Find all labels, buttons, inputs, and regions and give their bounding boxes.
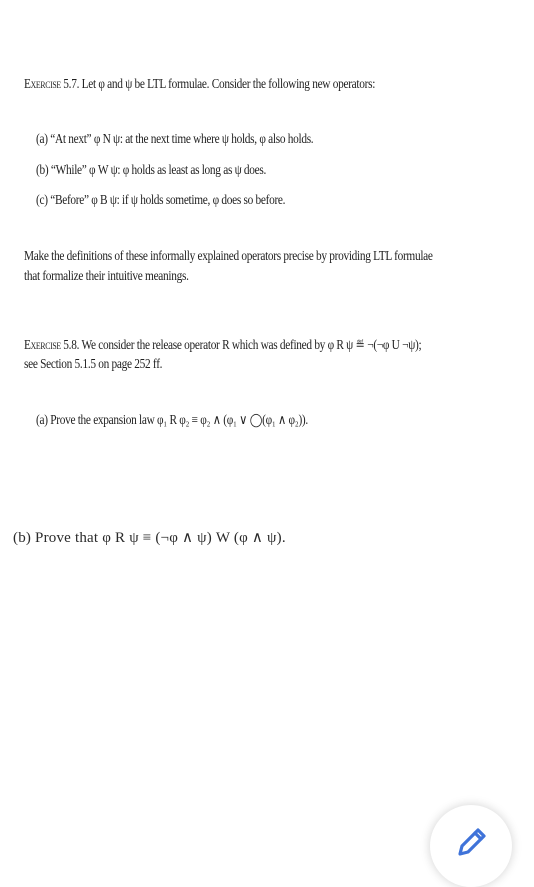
exercise-5-8-item-a: (a) Prove the expansion law φ₁ R φ₂ ≡ φ₂ ∧ (φ₁ ∨ ◯(φ₁ ∧ φ₂)).: [36, 412, 308, 427]
exercise-5-7-intro-line: [24, 76, 375, 92]
exercise-5-7-body-line-2: that formalize their intuitive meanings.: [24, 268, 189, 283]
exercise-5-7-item-c: (c) “Before” φ B ψ: if ψ holds sometime, φ does so before.: [36, 192, 286, 207]
edit-button[interactable]: [430, 805, 512, 887]
exercise-5-7-item-a: (a) “At next” φ N ψ: at the next time where ψ holds, φ also holds.: [36, 131, 314, 146]
exercise-5-8-text: We consider the release operator R which was defined by φ R ψ ≝ ¬(¬φ U ¬ψ);: [81, 337, 422, 352]
exercise-5-8-heading: Exercise 5.8.: [24, 337, 80, 352]
exercise-5-8-item-b: (b) Prove that φ R ψ ≡ (¬φ ∧ ψ) W (φ ∧ ψ).: [13, 530, 286, 546]
exercise-5-8-text-line-1: [24, 337, 421, 353]
exercise-5-8-text-line-2: see Section 5.1.5 on page 252 ff.: [24, 356, 163, 371]
exercise-5-7-intro: Let φ and ψ be LTL formulae. Consider the following new operators:: [81, 76, 376, 91]
pencil-icon: [457, 827, 487, 857]
exercise-5-7-item-b: (b) “While” φ W ψ: φ holds as least as long as ψ does.: [36, 162, 267, 177]
exercise-5-7-heading: Exercise 5.7.: [24, 76, 80, 91]
exercise-5-7-body-line-1: Make the definitions of these informally explained operators precise by providing LTL formulae: [24, 248, 433, 263]
